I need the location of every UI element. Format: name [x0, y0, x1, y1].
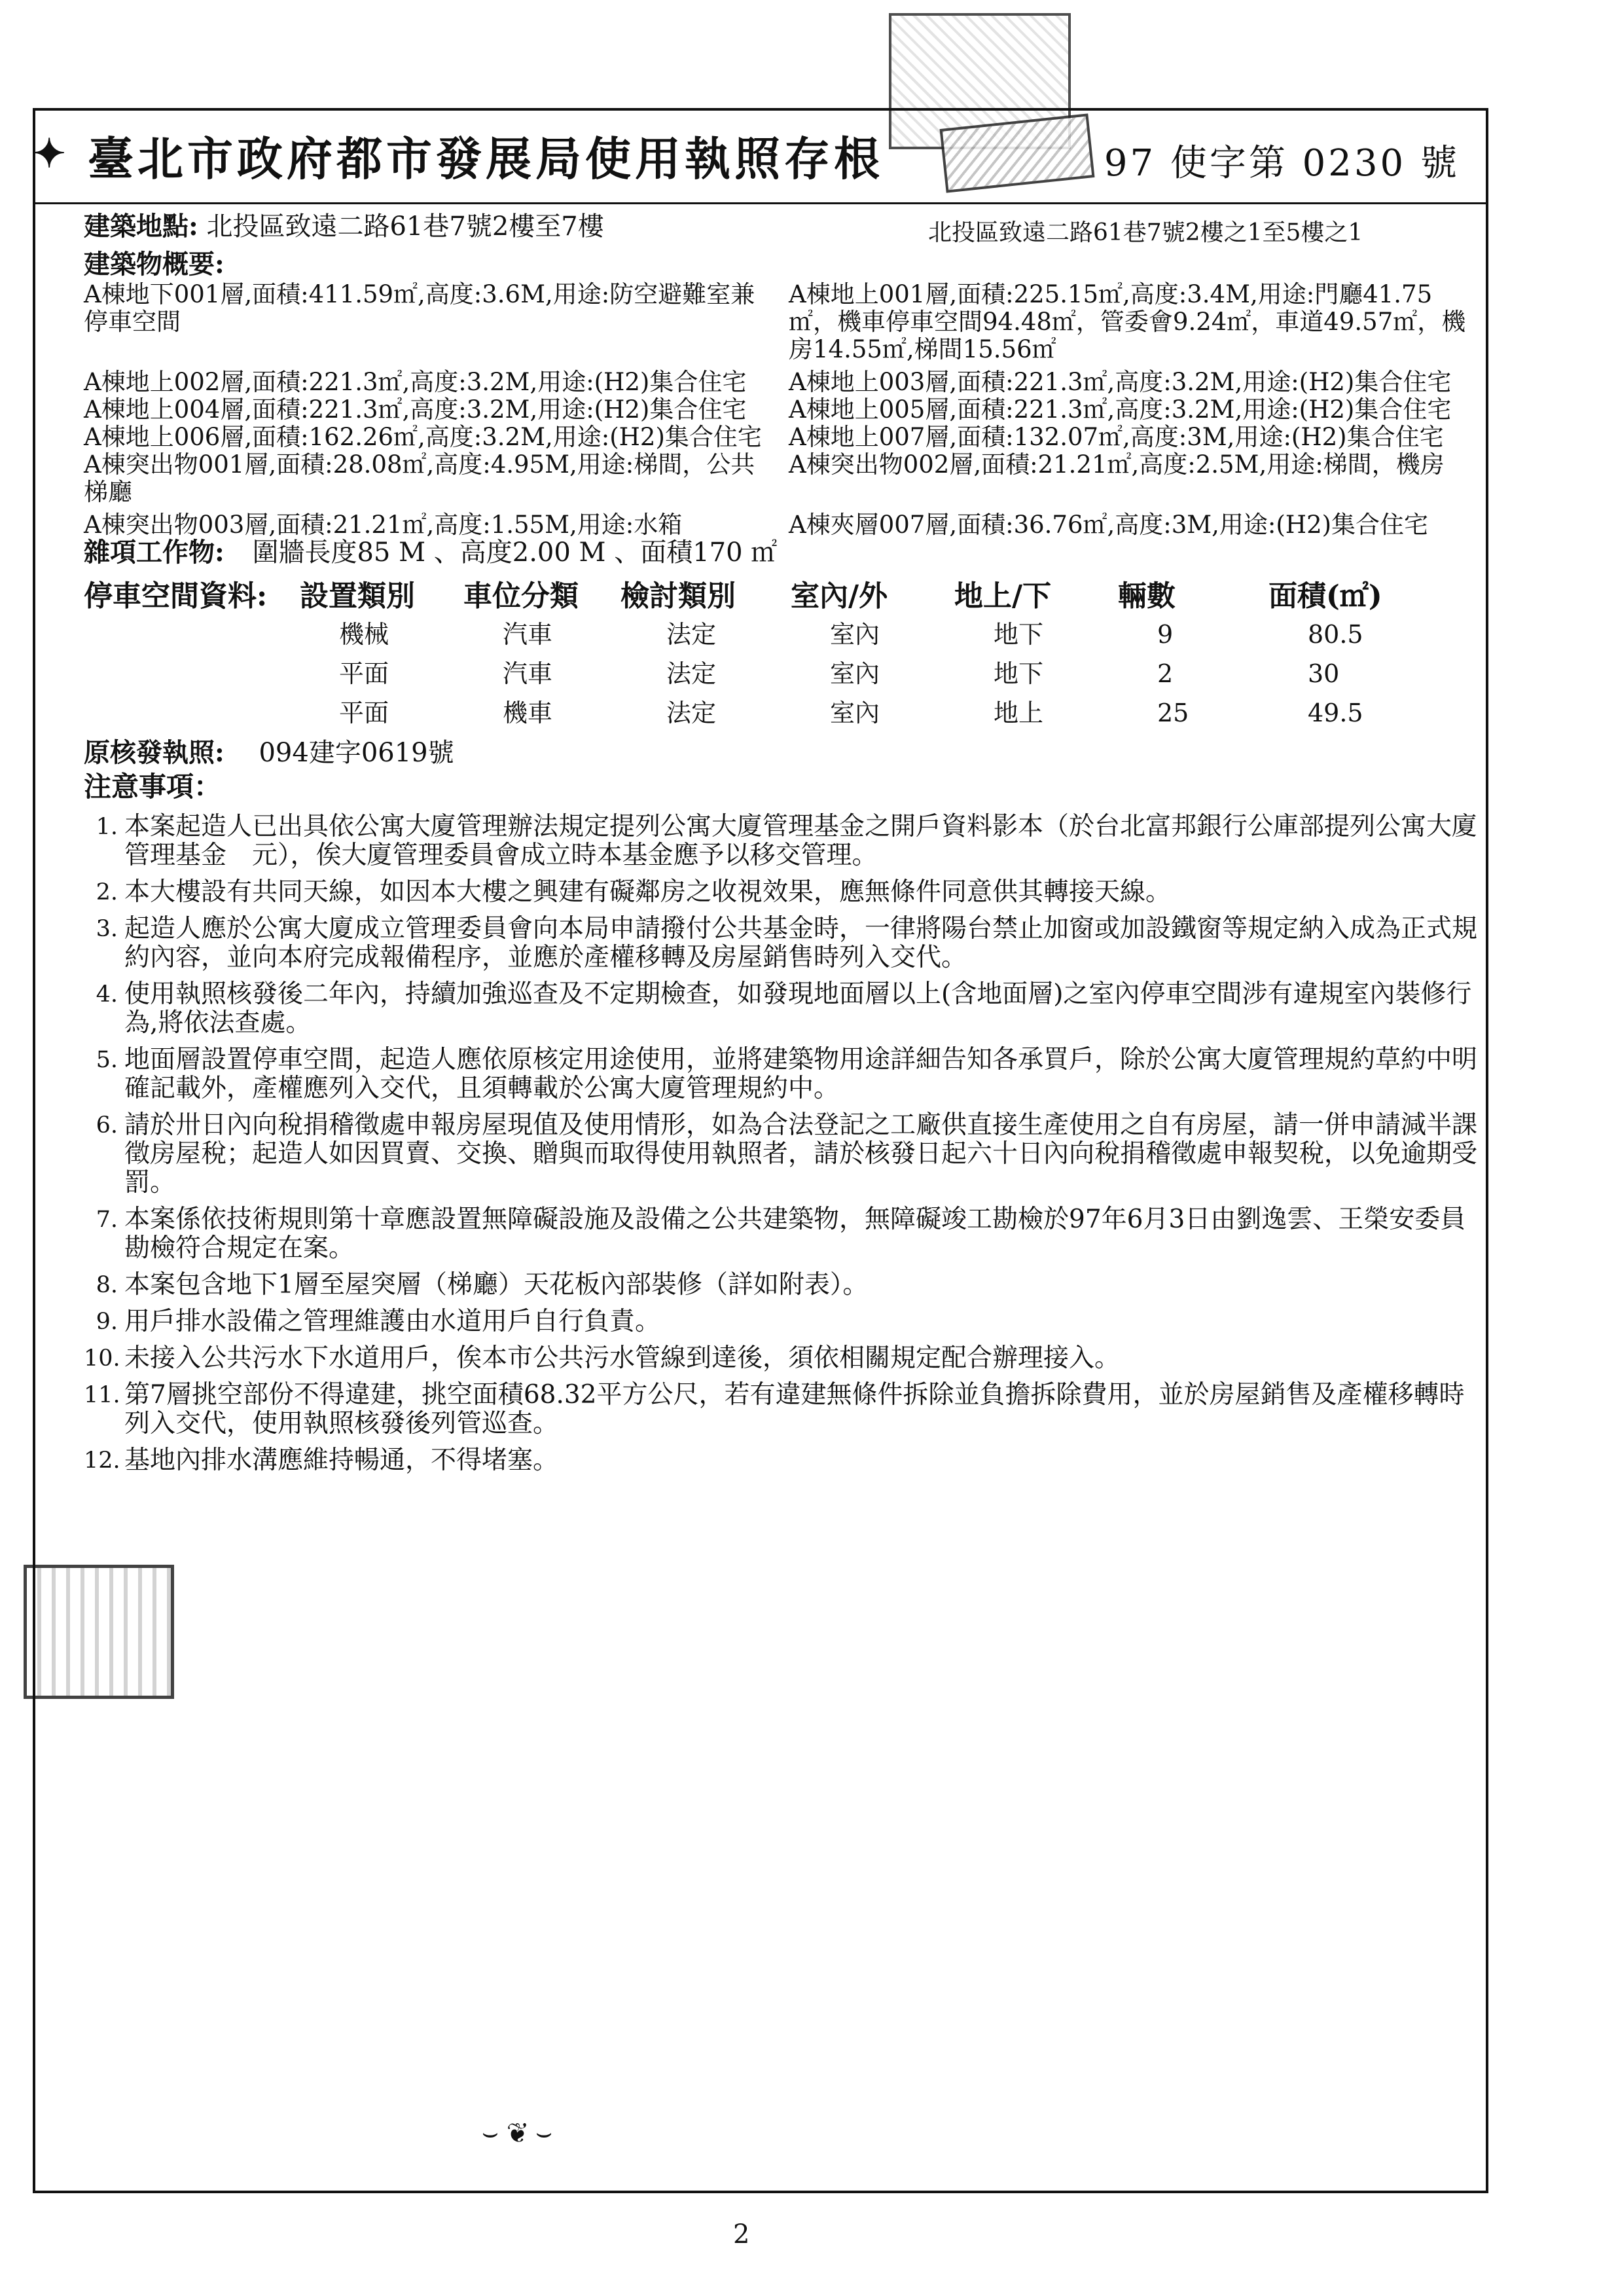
note-text: 地面層設置停車空間，起造人應依原核定用途使用，並將建築物用途詳細告知各承買戶，除於公寓大廈管理規約草約中明確記載外，產權應列入交代，且須轉載於公寓大廈管理規約中。 — [124, 1045, 1478, 1103]
parking-col-header: 輛數 — [1118, 579, 1176, 613]
note-text: 起造人應於公寓大廈成立管理委員會向本局申請撥付公共基金時，一律將陽台禁止加窗或加設鐵窗等規定納入成為正式規約內容，並向本府完成報備程序，並應於產權移轉及房屋銷售時列入交代。 — [124, 914, 1478, 972]
note-text: 請於卅日內向稅捐稽徵處申報房屋現值及使用情形，如為合法登記之工廠供直接生產使用之自有房屋，請一併申請減半課徵房屋稅；起造人如因買賣、交換、贈與而取得使用執照者，請於核發日起六十日內向稅捐稽徵處申報契稅，以免逾期受罰。 — [124, 1110, 1478, 1197]
list-item: 2. 本大樓設有共同天線，如因本大樓之興建有礙鄰房之收視效果，應無條件同意供其轉接天線。 — [96, 877, 1172, 907]
floor-left: A棟突出物001層,面積:28.08㎡,高度:4.95M,用途:梯間，公共梯廳 — [84, 450, 755, 506]
table-cell: 30 — [1308, 659, 1340, 688]
emblem-icon: ✦ — [33, 131, 66, 177]
floor-row — [84, 396, 1478, 424]
parking-col-header: 室內/外 — [791, 579, 888, 613]
list-item: 1. 本案起造人已出具依公寓大廈管理辦法規定提列公寓大廈管理基金之開戶資料影本（於台北富邦銀行公庫部提列公寓大廈管理基金 元），俟大廈管理委員會成立時本基金應予以移交管理。 — [96, 812, 1478, 870]
table-row — [339, 615, 1478, 654]
table-cell: 室內 — [830, 620, 880, 649]
floor-right: A棟地上001層,面積:225.15㎡,高度:3.4M,用途:門廳41.75㎡，機車停車空間94.48㎡，管委會9.24㎡，車道49.57㎡，機房14.55㎡,梯間15.56㎡ — [789, 280, 1466, 363]
site-right-value: 北投區致遠二路61巷7號2樓之1至5樓之1 — [928, 219, 1363, 246]
note-text: 用戶排水設備之管理維護由水道用戶自行負責。 — [124, 1307, 661, 1336]
table-cell: 機械 — [339, 620, 389, 649]
overview-label: 建築物概要: — [84, 249, 225, 280]
site-row — [84, 213, 1478, 251]
notes-label: 注意事項： — [84, 771, 222, 803]
parking-header-row — [84, 578, 1478, 615]
list-item: 5. 地面層設置停車空間，起造人應依原核定用途使用，並將建築物用途詳細告知各承買戶，除於公寓大廈管理規約草約中明確記載外，產權應列入交代，且須轉載於公寓大廈管理規約中。 — [96, 1045, 1478, 1103]
misc-row — [84, 539, 1478, 572]
floor-right: A棟地上003層,面積:221.3㎡,高度:3.2M,用途:(H2)集合住宅 — [789, 368, 1452, 396]
misc-value: 圍牆長度85 M 、高度2.00 M 、面積170 ㎡ — [252, 538, 778, 568]
floor-right: A棟地上007層,面積:132.07㎡,高度:3M,用途:(H2)集合住宅 — [789, 423, 1444, 451]
table-cell: 地上 — [994, 699, 1044, 727]
misc-label: 雜項工作物: — [84, 537, 225, 568]
permit-number: 97 使字第 0230 號 — [1104, 142, 1460, 185]
note-text: 未接入公共污水下水道用戶，俟本市公共污水管線到達後，須依相關規定配合辦理接入。 — [124, 1343, 1121, 1373]
table-row — [339, 654, 1478, 693]
floor-row — [84, 511, 1478, 539]
site-label: 建築地點: — [84, 211, 198, 242]
note-text: 第7層挑空部份不得違建，挑空面積68.32平方公尺，若有違建無條件拆除並負擔拆除費用，並於房屋銷售及產權移轉時列入交代，使用執照核發後列管巡查。 — [124, 1380, 1465, 1438]
table-cell: 汽車 — [503, 620, 553, 649]
floor-right: A棟夾層007層,面積:36.76㎡,高度:3M,用途:(H2)集合住宅 — [789, 511, 1429, 539]
list-item: 8. 本案包含地下1層至屋突層（梯廳）天花板內部裝修（詳如附表）。 — [96, 1270, 869, 1300]
notes-list — [84, 812, 1478, 1475]
table-cell: 49.5 — [1308, 699, 1363, 727]
table-cell: 9 — [1157, 620, 1174, 649]
table-cell: 室內 — [830, 659, 880, 688]
parking-col-header: 面積(㎡) — [1268, 579, 1382, 613]
table-cell: 法定 — [666, 620, 717, 649]
table-cell: 機車 — [503, 699, 553, 727]
parking-col-header: 檢討類別 — [620, 579, 736, 613]
table-cell: 2 — [1157, 659, 1174, 688]
site-value: 北投區致遠二路61巷7號2樓至7樓 — [206, 211, 604, 242]
parking-col-header: 車位分類 — [463, 579, 579, 613]
parking-label: 停車空間資料: — [84, 579, 268, 613]
table-cell: 25 — [1157, 699, 1189, 727]
floor-left: A棟地上004層,面積:221.3㎡,高度:3.2M,用途:(H2)集合住宅 — [84, 395, 747, 424]
list-item: 4. 使用執照核發後二年內，持續加強巡查及不定期檢查，如發現地面層以上(含地面層)之室內停車空間涉有違規室內裝修行為,將依法查處。 — [84, 980, 1478, 1038]
document-header — [35, 111, 1486, 204]
table-cell: 地下 — [994, 659, 1044, 688]
floor-left: A棟突出物003層,面積:21.21㎡,高度:1.55M,用途:水箱 — [84, 511, 683, 539]
table-row — [339, 693, 1478, 733]
table-cell: 平面 — [339, 699, 389, 727]
table-cell: 法定 — [666, 699, 717, 727]
note-text: 基地內排水溝應維持暢通，不得堵塞。 — [124, 1446, 559, 1475]
list-item: 12. 基地內排水溝應維持暢通，不得堵塞。 — [84, 1446, 559, 1475]
original-permit-row — [84, 739, 1478, 773]
table-cell: 汽車 — [503, 659, 553, 688]
list-item: 3. 起造人應於公寓大廈成立管理委員會向本局申請撥付公共基金時，一律將陽台禁止加窗或加設鐵窗等規定納入成為正式規約內容，並向本府完成報備程序，並應於產權移轉及房屋銷售時列入交代。 — [96, 914, 1478, 972]
parking-col-header: 設置類別 — [300, 579, 415, 613]
note-text: 使用執照核發後二年內，持續加強巡查及不定期檢查，如發現地面層以上(含地面層)之室內停車空間涉有違規室內裝修行為,將依法查處。 — [124, 979, 1472, 1038]
original-permit-value: 094建字0619號 — [259, 738, 454, 768]
note-text: 本案係依技術規則第十章應設置無障礙設施及設備之公共建築物，無障礙竣工勘檢於97年6月3日由劉逸雲、王榮安委員勘檢符合規定在案。 — [124, 1205, 1466, 1263]
table-cell: 室內 — [830, 699, 880, 727]
note-text: 本大樓設有共同天線，如因本大樓之興建有礙鄰房之收視效果，應無條件同意供其轉接天線。 — [124, 877, 1172, 907]
flourish-ornament-icon: ⌣ ❦ ⌣ — [481, 2118, 553, 2148]
list-item: 6. 請於卅日內向稅捐稽徵處申報房屋現值及使用情形，如為合法登記之工廠供直接生產使用之自有房屋，請一併申請減半課徵房屋稅；起造人如因買賣、交換、贈與而取得使用執照者，請於核發日起六十日內向稅捐稽徵處申報契稅，以免逾期受罰。 — [96, 1110, 1478, 1197]
table-cell: 平面 — [339, 659, 389, 688]
document-body — [84, 213, 1478, 1483]
floor-left: A棟地上002層,面積:221.3㎡,高度:3.2M,用途:(H2)集合住宅 — [84, 368, 747, 396]
list-item: 11. 第7層挑空部份不得違建，挑空面積68.32平方公尺，若有違建無條件拆除並負擔拆除費用，並於房屋銷售及產權移轉時列入交代，使用執照核發後列管巡查。 — [84, 1381, 1478, 1438]
page-number: 2 — [733, 2219, 750, 2250]
floor-right: A棟突出物002層,面積:21.21㎡,高度:2.5M,用途:梯間，機房 — [789, 450, 1445, 479]
document-title: 臺北市政府都市發展局使用執照存根 — [88, 132, 884, 186]
floor-left: A棟地下001層,面積:411.59㎡,高度:3.6M,用途:防空避難室兼停車空間 — [84, 280, 755, 336]
floor-left: A棟地上006層,面積:162.26㎡,高度:3.2M,用途:(H2)集合住宅 — [84, 423, 762, 451]
table-cell: 地下 — [994, 620, 1044, 649]
floor-row — [84, 424, 1478, 451]
list-item: 7. 本案係依技術規則第十章應設置無障礙設施及設備之公共建築物，無障礙竣工勘檢於97年6月3日由劉逸雲、王榮安委員勘檢符合規定在案。 — [84, 1205, 1478, 1263]
parking-col-header: 地上/下 — [954, 579, 1052, 613]
floor-row — [84, 451, 1478, 506]
note-text: 本案包含地下1層至屋突層（梯廳）天花板內部裝修（詳如附表）。 — [124, 1270, 869, 1300]
note-text: 本案起造人已出具依公寓大廈管理辦法規定提列公寓大廈管理基金之開戶資料影本（於台北富邦銀行公庫部提列公寓大廈管理基金 元），俟大廈管理委員會成立時本基金應予以移交管理。 — [124, 812, 1478, 870]
floor-row — [84, 281, 1478, 363]
table-cell: 法定 — [666, 659, 717, 688]
original-permit-label: 原核發執照: — [84, 737, 225, 768]
list-item: 9. 用戶排水設備之管理維護由水道用戶自行負責。 — [96, 1307, 661, 1336]
list-item: 10. 未接入公共污水下水道用戶，俟本市公共污水管線到達後，須依相關規定配合辦理接入。 — [84, 1343, 1121, 1373]
floor-right: A棟地上005層,面積:221.3㎡,高度:3.2M,用途:(H2)集合住宅 — [789, 395, 1452, 424]
parking-table — [84, 615, 1478, 733]
table-cell: 80.5 — [1308, 620, 1363, 649]
floor-row — [84, 369, 1478, 396]
